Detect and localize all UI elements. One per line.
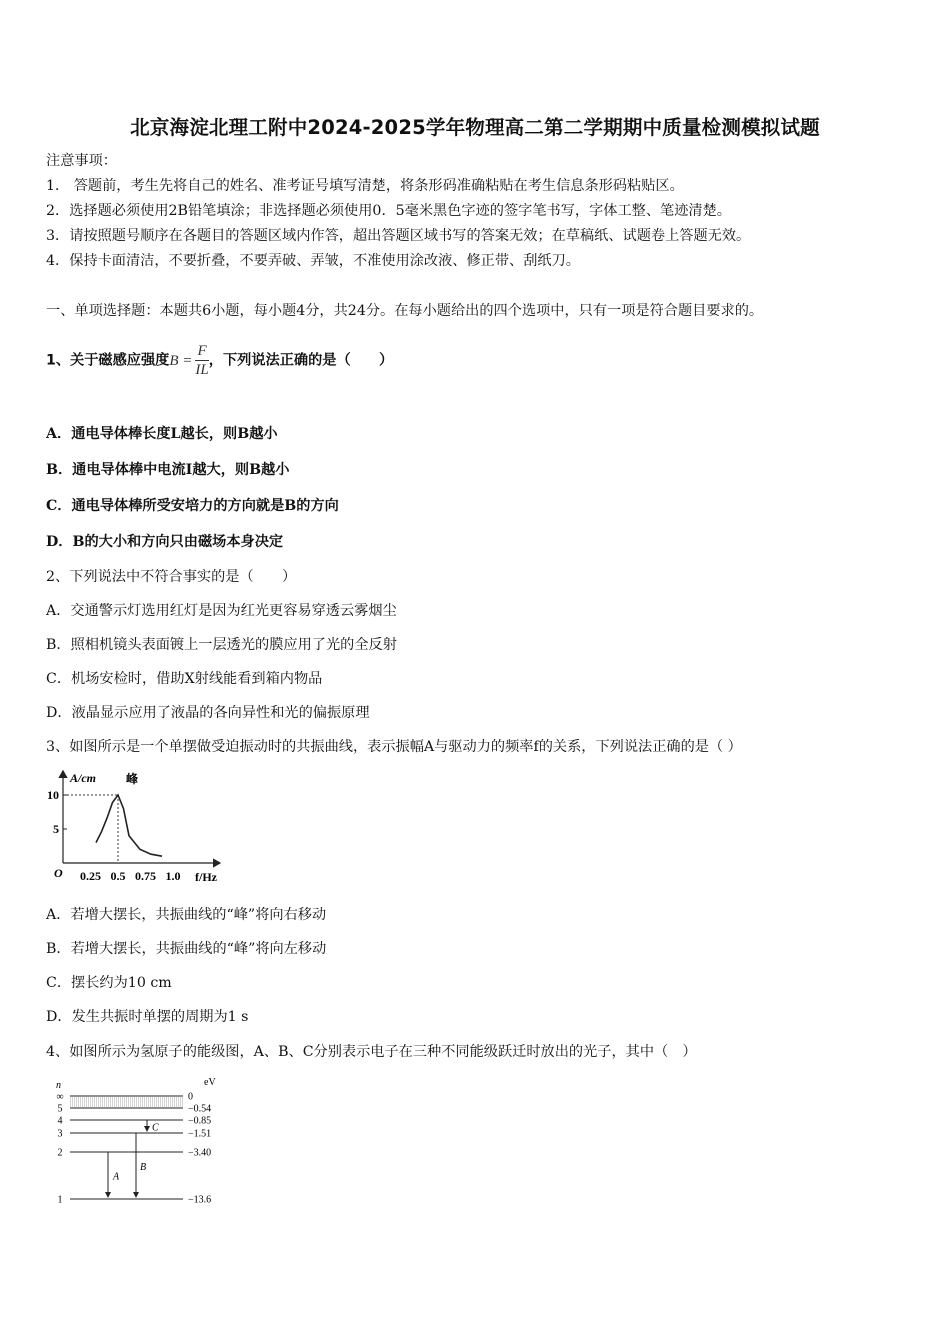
- q3-option-a[interactable]: A．若增大摆长，共振曲线的“峰”将向右移动: [46, 907, 327, 923]
- notice-item-3: 3．请按照题号顺序在各题目的答题区域内作答，超出答题区域书写的答案无效；在草稿纸、试题卷上答题无效。: [46, 228, 751, 244]
- level-n-label: 3: [57, 1128, 63, 1140]
- y-axis-label: A/cm: [70, 771, 96, 785]
- q2-option-a[interactable]: A．交通警示灯选用红灯是因为红光更容易穿透云雾烟尘: [46, 603, 397, 619]
- level-energy-label: 0: [188, 1091, 193, 1103]
- y-tick-label: 10: [47, 788, 59, 802]
- notice-item-1: 1． 答题前，考生先将自己的姓名、准考证号填写清楚，将条形码准确粘贴在考生信息条形码粘贴区。: [46, 178, 684, 194]
- notice-item-4: 4．保持卡面清洁，不要折叠，不要弄破、弄皱，不准使用涂改液、修正带、刮纸刀。: [46, 253, 580, 269]
- question-1-stem: [46, 340, 393, 381]
- level-energy-label: −13.6: [188, 1194, 212, 1206]
- transition-label: C: [152, 1122, 159, 1134]
- question-2-stem: 2、下列说法中不符合事实的是（ ）: [46, 569, 297, 585]
- x-tick-label: 1.0: [165, 869, 181, 883]
- y-tick-label: 5: [53, 822, 59, 836]
- x-tick-label: 0.75: [135, 869, 156, 883]
- x-tick-label: 0.5: [110, 869, 126, 883]
- transition-label: A: [113, 1171, 120, 1183]
- dense-levels-above-5: [70, 1098, 183, 1106]
- q1-option-b[interactable]: B．通电导体棒中电流I越大，则B越小: [46, 462, 290, 478]
- origin-label: O: [54, 866, 63, 880]
- question-4-stem: 4、如图所示为氢原子的能级图，A、B、C分别表示电子在三种不同能级跃迁时放出的光子，其中（ ）: [46, 1044, 697, 1060]
- resonance-curve-chart: [40, 765, 230, 890]
- level-energy-label: −3.40: [188, 1147, 212, 1159]
- level-energy-label: −1.51: [188, 1128, 212, 1140]
- q1-option-d[interactable]: D．B的大小和方向只由磁场本身决定: [46, 534, 284, 550]
- formula-denominator: IL: [195, 362, 209, 379]
- formula-numerator: F: [195, 342, 208, 361]
- formula-b-equals-f-over-il: [169, 340, 208, 381]
- notice-heading: 注意事项：: [46, 153, 117, 169]
- q3-option-c[interactable]: C．摆长约为10 cm: [46, 975, 172, 991]
- level-n-label: 2: [57, 1147, 63, 1159]
- level-n-label: ∞: [56, 1091, 64, 1103]
- section-heading: 一、单项选择题：本题共6小题，每小题4分，共24分。在每小题给出的四个选项中，只有一项是符合题目要求的。: [46, 303, 764, 319]
- q2-option-d[interactable]: D．液晶显示应用了液晶的各向异性和光的偏振原理: [46, 705, 370, 721]
- question-1-suffix: ，下列说法正确的是（ ）: [208, 352, 394, 369]
- page-title: 北京海淀北理工附中2024-2025学年物理高二第二学期期中质量检测模拟试题: [130, 116, 820, 139]
- formula-lhs: B =: [169, 352, 193, 369]
- level-n-label: 1: [57, 1194, 63, 1206]
- q3-option-d[interactable]: D．发生共振时单摆的周期为1 s: [46, 1009, 249, 1025]
- notice-item-2: 2．选择题必须使用2B铅笔填涂；非选择题必须使用0．5毫米黑色字迹的签字笔书写，字体工整、笔迹清楚。: [46, 203, 731, 219]
- q1-option-a[interactable]: A．通电导体棒长度L越长，则B越小: [46, 426, 278, 442]
- q1-option-c[interactable]: C．通电导体棒所受安培力的方向就是B的方向: [46, 498, 339, 514]
- n-column-label: n: [56, 1080, 61, 1091]
- level-n-label: 5: [57, 1103, 63, 1115]
- q3-option-b[interactable]: B．若增大摆长，共振曲线的“峰”将向左移动: [46, 941, 327, 957]
- question-1-prefix: 1、关于磁感应强度: [46, 352, 170, 369]
- energy-level-diagram: [50, 1075, 230, 1210]
- x-tick-label: 0.25: [80, 869, 101, 883]
- level-n-label: 4: [57, 1115, 63, 1127]
- q2-option-b[interactable]: B．照相机镜头表面镀上一层透光的膜应用了光的全反射: [46, 637, 397, 653]
- peak-label: 峰: [126, 772, 139, 786]
- x-axis-label: f/Hz: [195, 870, 217, 884]
- ev-unit-label: eV: [204, 1077, 216, 1088]
- level-energy-label: −0.85: [188, 1115, 212, 1127]
- question-3-stem: 3、如图所示是一个单摆做受迫振动时的共振曲线，表示振幅A与驱动力的频率f的关系，下列说法正确的是（ ）: [46, 739, 742, 755]
- level-energy-label: −0.54: [188, 1103, 212, 1115]
- q2-option-c[interactable]: C．机场安检时，借助X射线能看到箱内物品: [46, 671, 323, 687]
- transition-label: B: [140, 1162, 147, 1173]
- resonance-curve: [96, 795, 162, 856]
